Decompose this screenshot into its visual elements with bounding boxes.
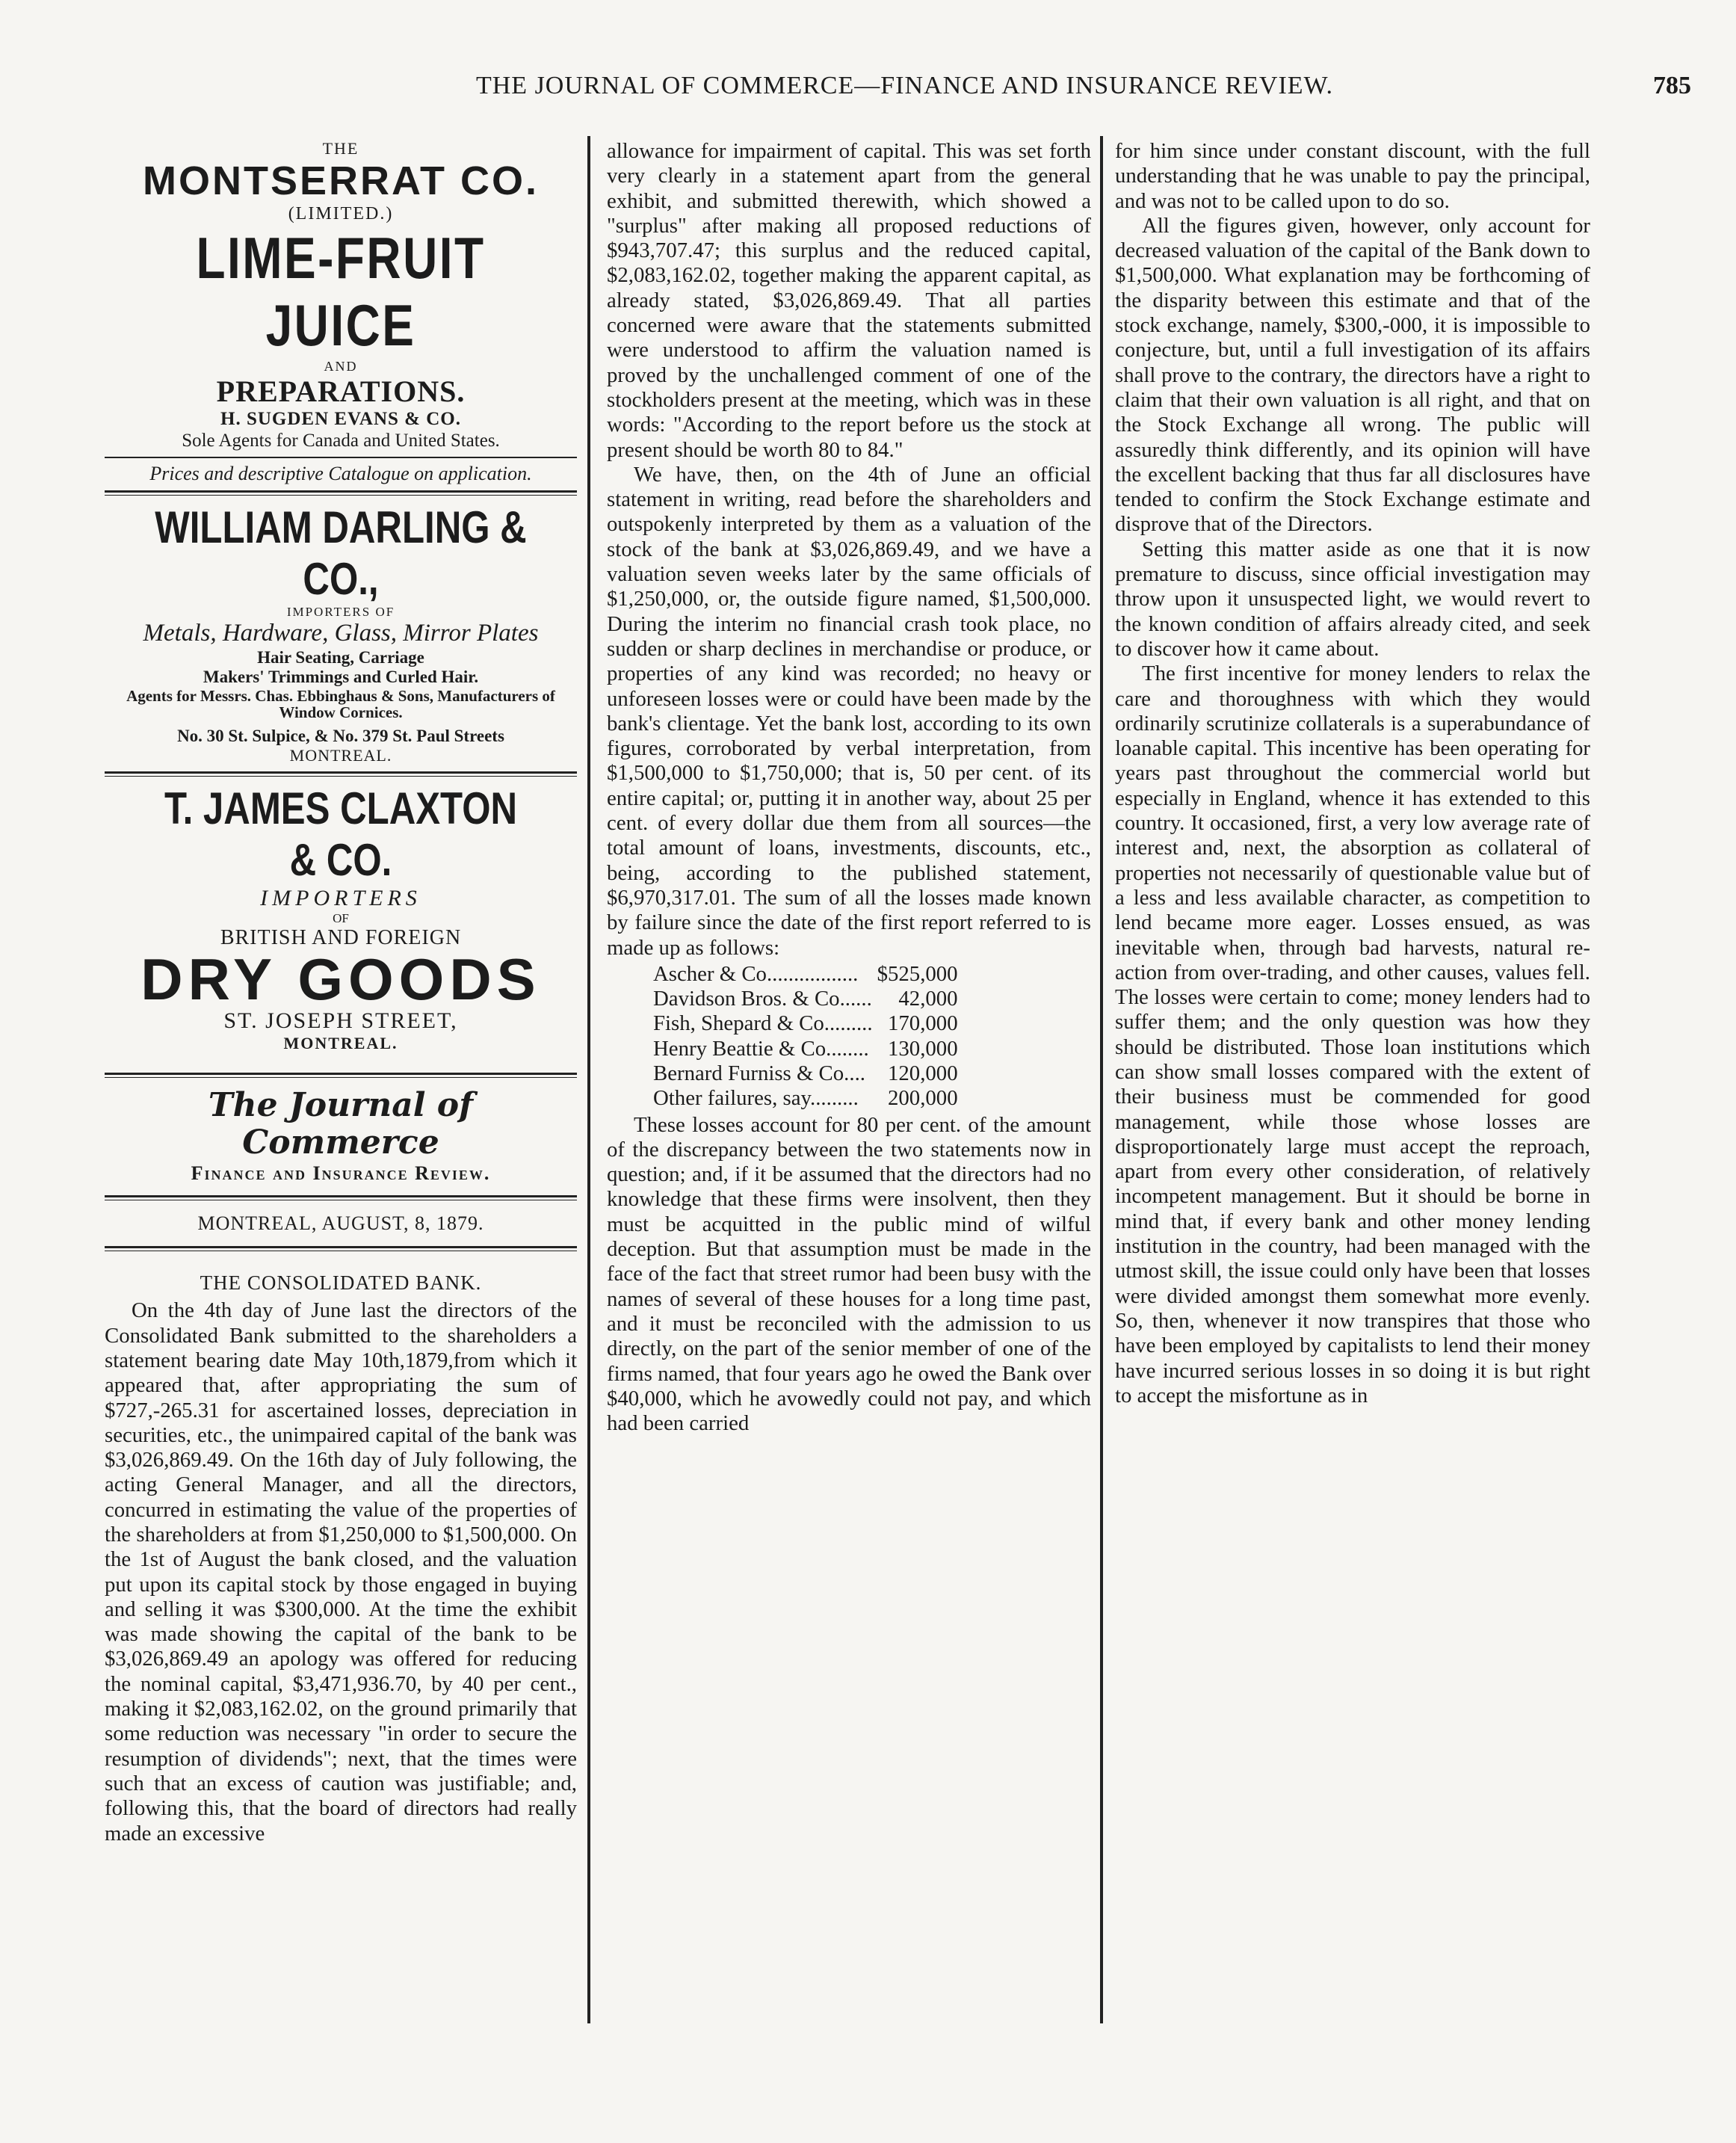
montserrat-name: MONTSERRAT CO. [143,158,539,204]
column-2 [607,139,1091,1436]
loss-name: Other failures, say......... [653,1086,859,1111]
double-rule [105,490,577,496]
table-row [653,962,958,987]
column-3 [1115,139,1590,1408]
montserrat-agent: H. SUGDEN EVANS & CO. [220,409,461,430]
article-paragraph: allowance for impairment of capital. This was set forth very clearly in a statement apart from the general exhibit, and submitted therewith, which showed a "surplus" after making all proposed reductions of $943,707.47; this surplus and the reduced capital, $2,083,162.02, together making the apparent capital, as already stated, $3,026,869.49. That all parties concerned were aware that the statements submitted were understood to affirm the valuation named is proved by the unchallenged comment of one of the stockholders present at the meeting, which was in these words: "According to the report before us the stock at present should be worth 80 to 84." [607,139,1091,462]
article-paragraph: On the 4th day of June last the directors of the Consolidated Bank submitted to the shareholders a statement bearing date May 10th,1879,from which it appeared that, after appropriating the sum of $727,-265.31 for ascertained losses, depreciation in securities, etc., the unimpaired capital of the bank was $3,026,869.49. On the 16th day of July following, the acting General Manager, and all the directors, concurred in estimating the value of the properties of the shareholders at from $1,250,000 to $1,500,000. On the 1st of August the bank closed, and the valuation put upon its capital stock by those engaged in buying and selling it was $300,000. At the time the exhibit was made showing the capital of the bank to be $3,026,869.49 an apology was offered for reducing the nominal capital, $3,471,936.70, by 40 per cent., making it $2,083,162.02, on the ground primarily that some reduction was necessary "in order to secure the resumption of dividends"; next, that the times were such that an excess of caution was justifiable; and, following this, that the board of directors had really made an excessive [105,1298,577,1846]
journal-running-title: THE JOURNAL OF COMMERCE—FINANCE AND INSURANCE REVIEW. [475,72,1334,99]
article-paragraph: Setting this matter aside as one that it is now premature to discuss, since official investigation may throw upon it unsuspected light, we would revert to the known condition of affairs already cited, and seek to discover how it came about. [1115,537,1590,661]
lime-juice-title: LIME-FRUIT JUICE [196,224,486,358]
preparations-title: PREPARATIONS. [216,374,466,409]
losses-table [653,962,958,1111]
darling-line1: Hair Seating, Carriage [257,647,424,667]
claxton-importers: IMPORTERS [260,885,421,910]
dry-goods-title: DRY GOODS [140,946,541,1012]
loss-name: Davidson Bros. & Co...... [653,987,872,1011]
montserrat-agent-note: Sole Agents for Canada and United States. [182,430,500,451]
loss-amount: 200,000 [888,1086,958,1111]
darling-city: MONTREAL. [289,746,392,765]
article-paragraph: The first incentive for money lenders to relax the care and thoroughness with which they would ordinarily scrutinize collaterals is a superabundance of loanable capital. This incentive has been operating for years past throughout the commercial world but especially in England, whence it has extended to this country. It occasioned, first, a very low average rate of interest and, next, the absorption as collateral of properties not necessarily of questionable value but of a less and less available character, as competition to lend became more eager. Losses ensued, as was inevitable when, through bad harvests, natural re-action from over-trading, and other causes, values fell. The losses were certain to come; money lenders had to suffer them; and the only question was how they should be distributed. Those loan institutions which can show small losses compared with the extent of their business must be commended for good management, while those whose losses are disproportionately large must accept the reproach, apart from every other consideration, of relatively incompetent management. But it should be borne in mind that, if every bank and other money lending institution in the country, had been managed with the utmost skill, the issue could only have been that losses were divided amongst them somewhat more evenly. So, then, whenever it now transpires that those who have been employed by capitalists to lend their money have incurred serious losses in so doing it is but right to accept the misfortune as in [1115,662,1590,1407]
column-rule-1 [587,136,590,2023]
article-paragraph: All the figures given, however, only account for decreased valuation of the capital of the Bank down to $1,500,000. What explanation may be forthcoming of the disparity between this estimate and that of the stock exchange, namely, $300,-000, it is impossible to conjecture, but, until a full investigation of its affairs shall prove to the contrary, the directors have a right to claim that their own valuation is all right, and that on the Stock Exchange all wrong. The public will assuredly think differently, and its opinion will have the excellent backing that thus far all disclosures have tended to confirm the Stock Exchange estimate and disprove that of the Directors. [1115,213,1590,537]
catalogue-note: Prices and descriptive Catalogue on application. [149,462,532,484]
loss-name: Henry Beattie & Co........ [653,1036,869,1061]
claxton-city: MONTREAL. [283,1034,398,1053]
loss-name: Ascher & Co................. [653,961,859,986]
darling-address: No. 30 St. Sulpice, & No. 379 St. Paul Streets [177,726,504,745]
running-head [118,72,1691,117]
double-rule [105,1195,577,1200]
column-rule-2 [1100,136,1103,2023]
darling-importers: IMPORTERS OF [286,605,395,620]
page-number: 785 [1653,72,1691,99]
claxton-street: ST. JOSEPH STREET, [223,1008,458,1033]
article-paragraph: These losses account for 80 per cent. of the amount of the discrepancy between the two statements now in question; and, if it be assumed that the directors had no knowledge that these firms were insolvent, then they must be acquitted in the public mind of wilful deception. But that assumption must be made in the face of the fact that street rumor had been busy with the names of several of these houses for a long time past, and it must be reconciled with the admission to us directly, on the part of the senior member of one of the firms named, that four years ago he owed the Bank over $40,000, which he avowedly could not pay, and which had been carried [607,1112,1091,1436]
ad-and: AND [324,359,358,374]
ad-the: THE [322,139,359,158]
table-row [653,1011,958,1036]
loss-name: Bernard Furniss & Co.... [653,1061,865,1085]
divider [105,457,577,458]
column-1 [105,139,577,1846]
article-paragraph: for him since under constant discount, with the full understanding that he was unable to pay the principal, and was not to be called upon to do so. [1115,139,1590,213]
loss-amount: $525,000 [877,961,958,986]
darling-line2: Makers' Trimmings and Curled Hair. [203,667,479,687]
table-row [653,987,958,1011]
table-row [653,1037,958,1061]
double-rule [105,1246,577,1251]
claxton-british: BRITISH AND FOREIGN [220,925,462,949]
double-rule [105,1073,577,1078]
darling-ad [105,502,577,765]
darling-goods: Metals, Hardware, Glass, Mirror Plates [143,619,539,647]
darling-name: WILLIAM DARLING & CO., [155,502,527,605]
journal-subtitle: Finance and Insurance Review. [191,1162,491,1184]
masthead [105,1087,577,1185]
loss-amount: 120,000 [888,1061,958,1085]
loss-amount: 42,000 [898,987,958,1011]
journal-masthead: The Journal of Commerce [208,1085,474,1162]
montserrat-ad [105,139,577,484]
claxton-name: T. JAMES CLAXTON & CO. [164,783,518,885]
loss-amount: 170,000 [888,1011,958,1036]
article-paragraph: We have, then, on the 4th of June an official statement in writing, read before the shareholders and outspokenly interpreted by them as a valuation of the stock of the bank at $3,026,869.49, and we have a valuation seven weeks later by the same officials of $1,250,000, or, the outside figure named, $1,500,000. During the interim no financial crash took place, no sudden or sharp declines in merchandise or produce, or properties of any kind was recorded; no heavy or unforeseen losses were or could have been made by the bank's clientage. Yet the bank lost, according to its own figures, corroborated by verbal interpretation, from $1,500,000 to $1,750,000; that is, 50 per cent. of its entire capital; or, putting it in another way, about 25 per cent. of every dollar due them from all sources—the total amount of loans, investments, discounts, etc., being, according to the published statement, $6,970,317.01. The sum of all the losses made known by failure since the date of the first report referred to is made up as follows: [607,462,1091,960]
table-row [653,1086,958,1111]
loss-name: Fish, Shepard & Co......... [653,1011,873,1036]
double-rule [105,771,577,777]
article-headline: THE CONSOLIDATED BANK. [200,1271,482,1295]
dateline: MONTREAL, AUGUST, 8, 1879. [197,1212,484,1234]
loss-amount: 130,000 [888,1036,958,1061]
montserrat-limited: (LIMITED.) [288,204,394,224]
table-row [653,1061,958,1086]
claxton-of: OF [333,911,349,926]
claxton-ad [105,783,577,1053]
darling-agents: Agents for Messrs. Chas. Ebbinghaus & Sons, Manufacturers of Window Cornices. [126,686,555,721]
